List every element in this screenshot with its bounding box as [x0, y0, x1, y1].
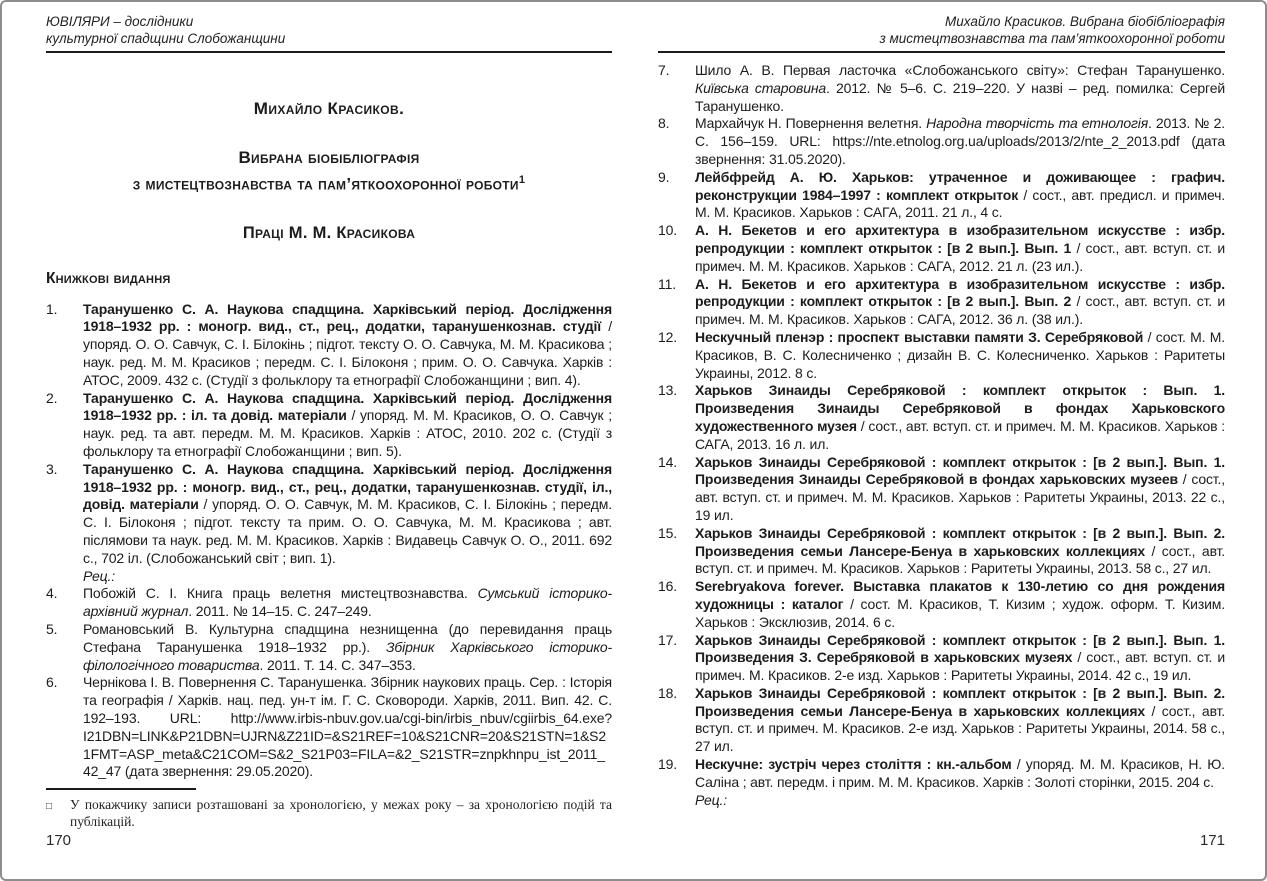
- text-segment: / сост., авт. вступ. ст. и примеч. М. М. Красиков. Харьков : САГА, 2012. 21 л. (23 ил.).: [695, 239, 1225, 274]
- text-segment: / сост., авт. вступ. ст. и примеч. М. Красиков. 2-е изд. Харьков : Раритеты Украины, 2014. 58 с., 27 ил.: [695, 702, 1226, 755]
- text-segment: Таранушенко С. А. Наукова спадщина. Харківський період. Дослідження 1918–1932 рр. : іл. та довід. матеріали: [83, 389, 612, 424]
- item-text: [695, 62, 1225, 115]
- item-number: 1.: [46, 300, 58, 317]
- text-segment: Нескучный пленэр : проспект выставки памяти З. Серебряковой: [695, 328, 1144, 345]
- text-segment: Сумський історико-архівний журнал: [83, 585, 612, 620]
- bibliography-item: [658, 62, 1225, 115]
- text-segment: Харьков Зинаиды Серебряковой : комплект открыток : [в 2 вып.]. Вып. 1. Произведения Зинаиды Серебряковой в фондах харьковских музеев: [695, 453, 1225, 488]
- item-number: 11.: [658, 275, 676, 292]
- text-segment: / упоряд. М. М. Красиков, Н. Ю. Саліна ; авт. передм. і прим. М. М. Красиков. Харків : Золоті сторінки, 2015. 204 с.: [695, 756, 1225, 790]
- item-number: 13.: [658, 382, 678, 399]
- item-number: 4.: [46, 585, 58, 602]
- bibliography-item: [46, 621, 612, 674]
- running-header-right: [658, 14, 1225, 53]
- bibliography-item: [658, 756, 1225, 809]
- item-text: [83, 301, 612, 390]
- item-number: 5.: [46, 621, 58, 637]
- text-segment: . 2011. Т. 14. С. 347–353.: [259, 656, 416, 673]
- text-segment: / сост., авт. предисл. и примеч. М. М. Красиков. Харьков : САГА, 2011. 21 л., 4 с.: [695, 186, 1225, 221]
- text-segment: Лейбфрейд А. Ю. Харьков: утраченное и доживающее : графич. реконструкции 1984–1997 : комплект открыток: [695, 168, 1225, 203]
- text-segment: Шило А. В. Первая ласточка «Слобожанського світу»: Стефан Таранушенко.: [695, 62, 1225, 78]
- bibliography-item: [658, 329, 1225, 382]
- item-number: 6.: [46, 674, 58, 691]
- item-text: [695, 756, 1225, 809]
- item-text: [695, 525, 1225, 578]
- text-segment: / сост. М. М. Красиков, В. С. Колесниченко ; дизайн В. С. Колесниченко. Харьков : Раритеты Украины, 2012. 8 с.: [695, 328, 1225, 381]
- item-number: 17.: [658, 631, 678, 648]
- bibliography-item: [658, 454, 1225, 525]
- text-segment: Народна творчість та етнологія: [926, 115, 1149, 132]
- bibliography-item: [658, 382, 1225, 453]
- item-text: [695, 578, 1225, 631]
- item-number: 19.: [658, 756, 678, 773]
- text-segment: Serebryakova forever. Выставка плакатов к 130-летию со дня рождения художницы : каталог: [695, 578, 1225, 612]
- footnote-divider: [46, 788, 196, 790]
- text-segment: Київська старовина: [695, 79, 827, 96]
- footnote-reference: 1: [518, 174, 526, 186]
- bibliography-list-left: [46, 301, 612, 782]
- text-segment: / сост., авт. вступ. ст. и примеч. М. М. Красиков. Харьков : САГА, 2013. 16 л. ил.: [695, 417, 1225, 452]
- running-header-line1: ЮВІЛЯРИ – дослідники: [46, 14, 194, 29]
- text-segment: Таранушенко С. А. Наукова спадщина. Харківський період. Дослідження 1918–1932 рр. : моногр. вид., ст., рец., додатки, таранушенкознав. студії, іл., довід. матеріали: [83, 460, 612, 513]
- item-text: [695, 454, 1225, 525]
- item-text: [83, 390, 612, 461]
- text-segment: Збірник Харківського історико-філологічного товариства: [83, 638, 613, 673]
- bibliography-item: [46, 390, 612, 461]
- item-number: 16.: [658, 578, 678, 595]
- item-text: [83, 621, 612, 674]
- item-text: [695, 276, 1225, 329]
- text-segment: / сост., авт. вступ. ст. и примеч. М. Красиков. Харьков : Раритеты Украины, 2013. 58 с., 27 ил.: [695, 542, 1226, 577]
- section-heading-books: Книжкові видання: [46, 269, 171, 287]
- bibliography-item: [658, 115, 1225, 168]
- running-header-line2: з мистецтвознавства та пам’яткоохоронної роботи: [879, 30, 1225, 46]
- review-label: Рец.:: [695, 791, 728, 808]
- item-number: 8.: [658, 115, 670, 132]
- works-subtitle: Праці М. М. Красикова: [242, 223, 416, 242]
- bibliography-item: [46, 461, 612, 586]
- item-text: [83, 585, 612, 621]
- footnote: [46, 797, 612, 830]
- bibliography-item: [658, 222, 1225, 275]
- text-segment: А. Н. Бекетов и его архитектура в изобразительном искусстве : избр. репродукции : комплект открыток : [в 2 вып.]. Вып. 1: [695, 222, 1225, 256]
- text-segment: / сост., авт. вступ. ст. и примеч. М. Красиков. 2-е изд. Харьков : Раритеты Украины, 2014. 42 с., 19 ил.: [695, 649, 1226, 684]
- item-text: [695, 382, 1225, 453]
- item-text: [695, 222, 1225, 275]
- item-number: 9.: [658, 168, 670, 185]
- text-segment: . 2011. № 14–15. С. 247–249.: [188, 603, 372, 620]
- item-number: 18.: [658, 684, 678, 701]
- text-segment: / сост. М. Красиков, Т. Кизим ; худож. оформ. Т. Кизим. Харьков : Эксклюзив, 2014. 6 с.: [695, 595, 1225, 630]
- running-header-left: [46, 14, 612, 53]
- bibliography-item: [46, 674, 612, 781]
- text-segment: Харьков Зинаиды Серебряковой : комплект открыток : Вып. 1. Произведения Зинаиды Серебряковой в фондах Харьковского художественного музея: [695, 382, 1225, 434]
- footnote-block: [46, 788, 612, 830]
- article-title-line1: Вибрана біобібліографія: [238, 148, 420, 167]
- item-text: [83, 674, 612, 781]
- review-label: Рец.:: [83, 567, 116, 584]
- item-number: 10.: [658, 222, 678, 239]
- text-segment: А. Н. Бекетов и его архитектура в изобразительном искусстве : избр. репродукции : комплект открыток : [в 2 вып.]. Вып. 2: [695, 275, 1225, 310]
- text-segment: / упоряд. М. М. Красиков, О. О. Савчук ; наук. ред. та авт. передм. М. М. Красиков. Харків : АТОС, 2010. 202 с. (Студії з фольклору та етнографії Слобожанщини ; вип. 5).: [83, 407, 612, 460]
- text-segment: Мархайчук Н. Повернення велетня.: [695, 115, 927, 132]
- page-number-left: 170: [46, 832, 72, 849]
- bibliography-item: [46, 301, 612, 390]
- running-header-line2: культурної спадщини Слобожанщини: [46, 30, 286, 46]
- item-number: 3.: [46, 460, 58, 477]
- bibliography-item: [658, 276, 1225, 329]
- text-segment: / сост., авт. вступ. ст. и примеч. М. М. Красиков. Харьков : Раритеты Украины, 2013. 22 с., 19 ил.: [695, 471, 1225, 523]
- text-segment: Побожій С. І. Книга праць велетня мистецтвознавства.: [83, 585, 478, 602]
- page-right: [658, 14, 1225, 879]
- text-segment: Харьков Зинаиды Серебряковой : комплект открыток : [в 2 вып.]. Вып. 2. Произведения семьи Лансере-Бенуа в харьковских коллекциях: [695, 684, 1225, 719]
- item-text: [695, 685, 1225, 756]
- text-segment: . 2012. № 5–6. С. 219–220. У назві – ред. помилка: Сергей Таранушенко.: [695, 79, 1225, 114]
- item-text: [695, 115, 1225, 168]
- bibliography-item: [658, 525, 1225, 578]
- text-segment: Романовський В. Культурна спадщина незнищенна (до перевидання праць Стефана Таранушенка 1918–1932 рр.).: [83, 621, 612, 655]
- text-segment: Чернікова І. В. Повернення С. Таранушенка. Збірник наукових праць. Сер. : Історія та географія / Харків. нац. пед. ун-т ім. Г. С. Сковороди. Харків, 2011. Вип. 42. С. 192–193. URL: http://www.irbis-nbuv.gov.ua/cgi-bin/irbis_nbuv/cgiirbis_64.exe?I21DBN=LINK&P21DBN=UJRN&Z21ID=&S21REF=10&S21CNR=20&S21STN=1&S21FMT=ASP_meta&C21COM=S&2_S21P03=FILA=&2_S21STR=znpkhnpu_ist_2011_42_47 (дата звернення: 29.05.2020).: [83, 674, 612, 780]
- text-segment: / сост., авт. вступ. ст. и примеч. М. М. Красиков. Харьков : САГА, 2012. 36 л. (38 ил.).: [695, 293, 1225, 328]
- item-number: 2.: [46, 389, 58, 406]
- article-title-line2: [46, 169, 612, 196]
- bibliography-item: [658, 169, 1225, 222]
- bibliography-item: [46, 585, 612, 621]
- page-left: [46, 14, 612, 879]
- text-segment: Харьков Зинаиды Серебряковой : комплект открыток : [в 2 вып.]. Вып. 1. Произведения З. Серебряковой в харьковских музеях: [695, 631, 1225, 666]
- item-text: [83, 461, 612, 586]
- footnote-marker: □: [46, 801, 53, 812]
- text-segment: / упоряд. О. О. Савчук, М. М. Красиков, С. І. Білокінь ; передм. С. І. Білоконя ; підгот. тексту та прим. О. О. Савчука, М. М. Красикова ; авт. післямови та наук. ред. М. М. Красиков. Харків : Видавець Савчук О. О., 2011. 692 с., 702 іл. (Слобожанський світ ; вип. 1).: [83, 496, 612, 566]
- bibliography-item: [658, 578, 1225, 631]
- footnote-text: У покажчику записи розташовані за хронологією, у межах року – за хронологією подій та публікацій.: [70, 797, 612, 829]
- text-segment: Харьков Зинаиды Серебряковой : комплект открыток : [в 2 вып.]. Вып. 2. Произведения семьи Лансере-Бенуа в харьковских коллекциях: [695, 524, 1225, 559]
- item-text: [695, 169, 1225, 222]
- text-segment: / упоряд. О. О. Савчук, С. І. Білокінь ; підгот. тексту О. О. Савчука, М. М. Красикова ; наук. ред. М. М. Красиков ; передм. С. І. Білоконя ; прим. О. О. Савчука. Харків : АТОС, 2009. 432 с. (Студії з фольклору та етнографії Слобожанщини ; вип. 4).: [83, 318, 612, 388]
- bibliography-list-right: [658, 62, 1225, 809]
- item-text: [695, 632, 1225, 685]
- item-text: [695, 329, 1225, 382]
- item-number: 7.: [658, 62, 670, 78]
- item-number: 14.: [658, 453, 678, 470]
- text-segment: . 2013. № 2. С. 156–159. URL: https://nte.etnolog.org.ua/uploads/2013/2/nte_2_2013.pdf (дата звернення: 31.05.2020).: [695, 115, 1225, 167]
- article-title-text: з мистецтвознавства та пам’яткоохоронної роботи: [132, 174, 519, 194]
- article-author: Михайло Красиков.: [253, 99, 405, 118]
- item-number: 15.: [658, 524, 678, 541]
- item-number: 12.: [658, 328, 678, 345]
- text-segment: Нескучне: зустріч через століття : кн.-альбом: [695, 756, 1012, 773]
- running-header-line1: Михайло Красиков. Вибрана біобібліографія: [945, 14, 1225, 29]
- bibliography-item: [658, 632, 1225, 685]
- bibliography-item: [658, 685, 1225, 756]
- page-number-right: 171: [1199, 832, 1225, 849]
- text-segment: Таранушенко С. А. Наукова спадщина. Харківський період. Дослідження 1918–1932 рр. : моногр. вид., ст., рец., додатки, таранушенкознав. студії: [83, 300, 612, 335]
